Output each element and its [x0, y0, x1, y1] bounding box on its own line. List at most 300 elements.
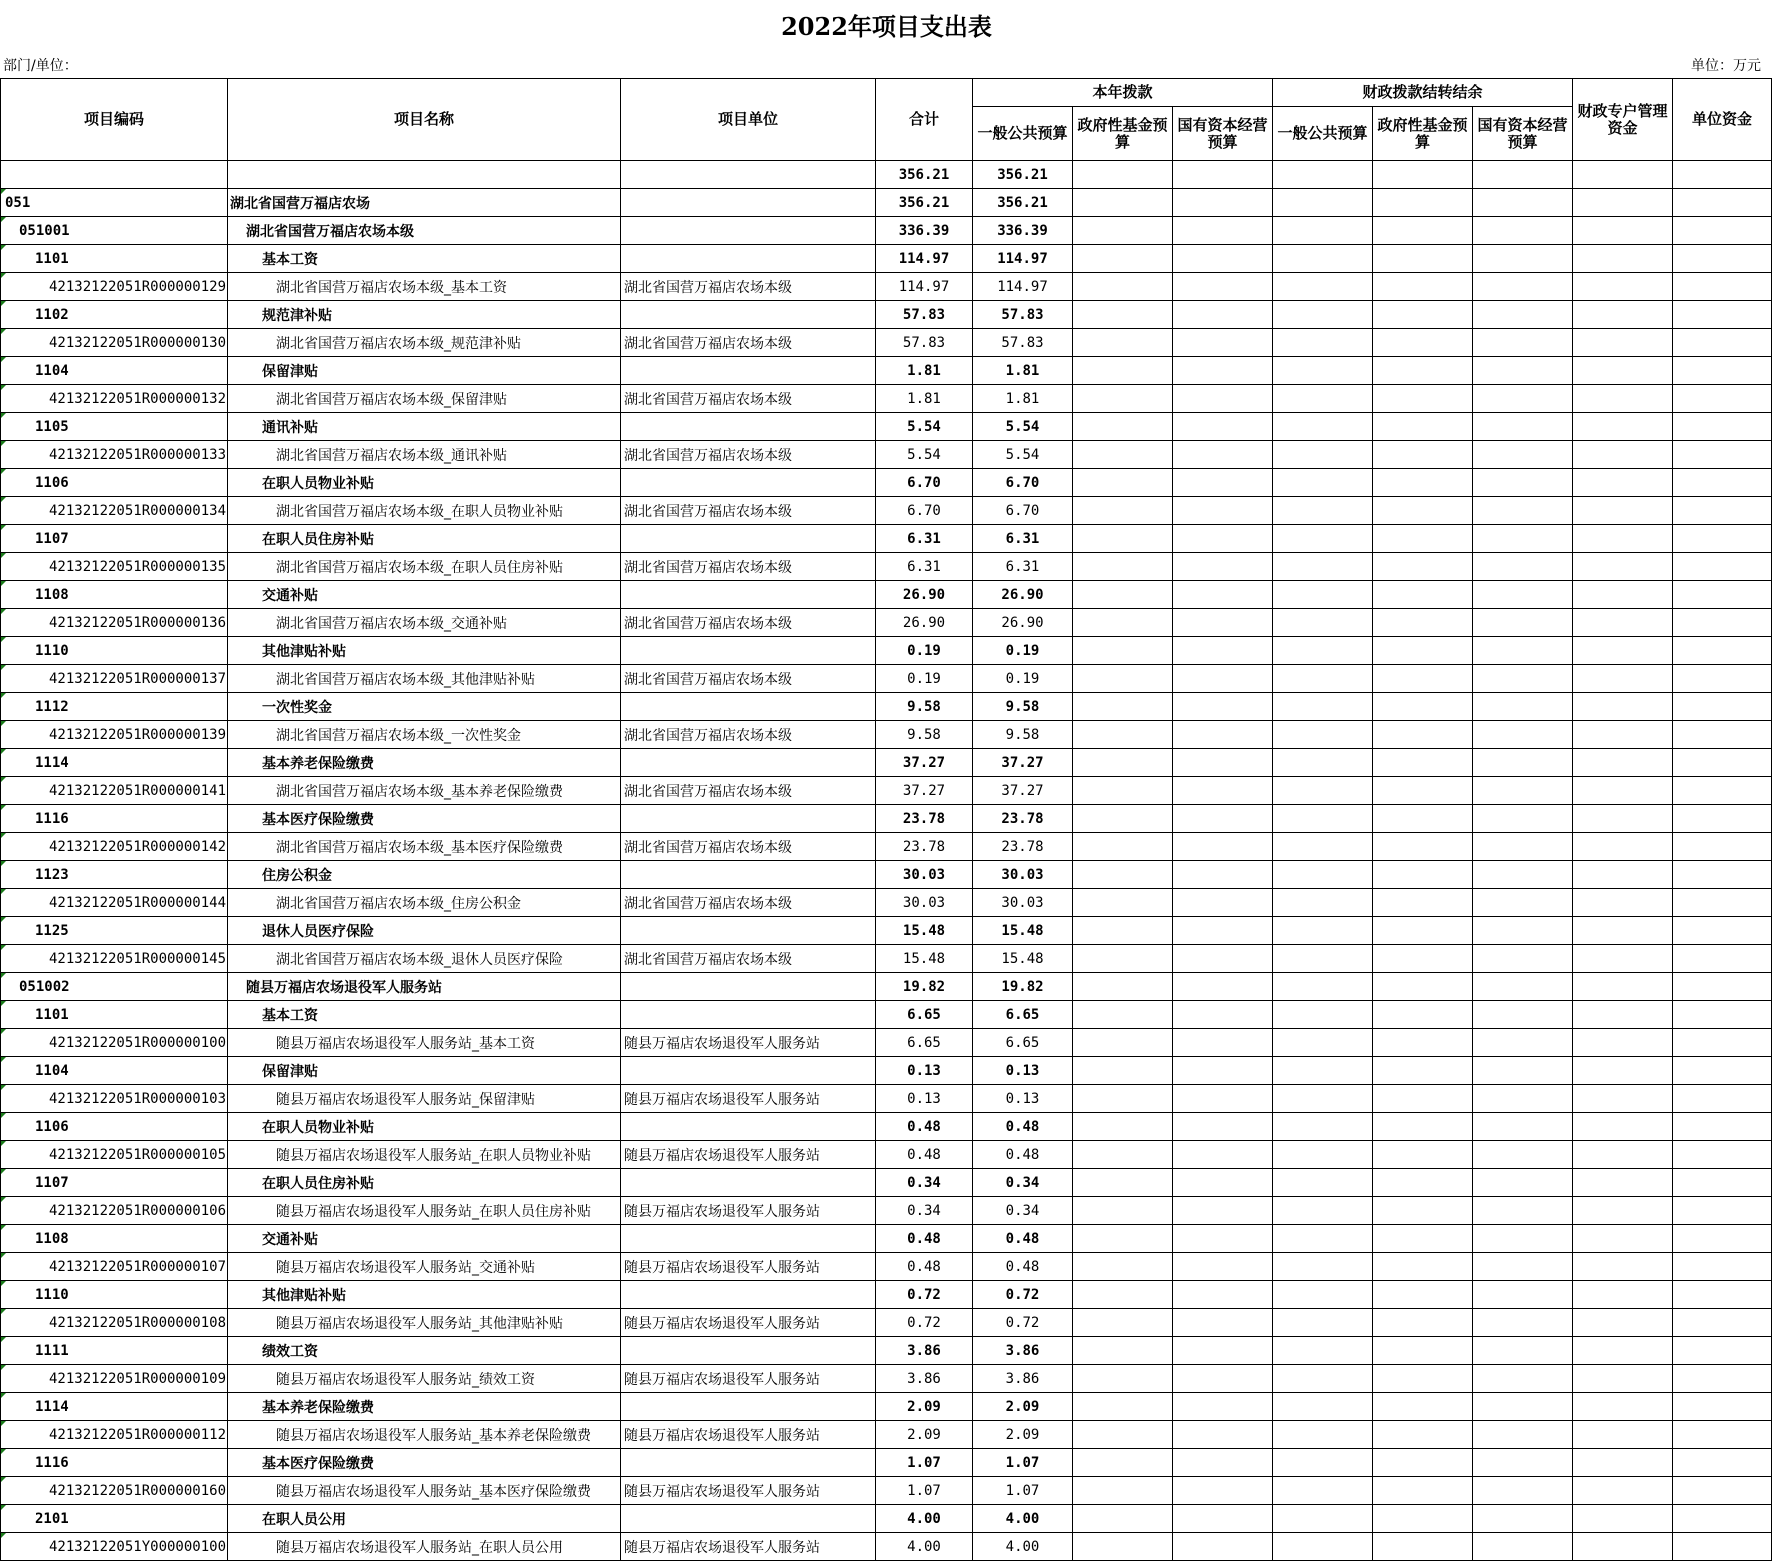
row-unit-text: 随县万福店农场退役军人服务站	[624, 1315, 820, 1332]
row-carryover-general	[1273, 1449, 1373, 1477]
row-unit-text: 随县万福店农场退役军人服务站	[624, 1091, 820, 1108]
row-current-state-capital	[1173, 1477, 1273, 1505]
row-carryover-state-capital	[1473, 1197, 1573, 1225]
row-name-text: 一次性奖金	[262, 699, 332, 716]
row-general-budget-text: 1.81	[1005, 390, 1040, 407]
row-general-budget-text: 356.21	[997, 166, 1048, 183]
table-row	[1, 1029, 1772, 1057]
row-code	[1, 917, 228, 945]
row-current-state-capital	[1173, 1113, 1273, 1141]
row-current-state-capital	[1173, 609, 1273, 637]
row-current-state-capital	[1173, 1309, 1273, 1337]
cell-marker-icon	[1, 217, 6, 222]
row-total	[876, 693, 973, 721]
row-unit	[621, 189, 876, 217]
row-current-state-capital	[1173, 1085, 1273, 1113]
row-unit-funds	[1673, 1225, 1772, 1253]
row-special-account	[1573, 1281, 1673, 1309]
row-general-budget	[973, 1505, 1073, 1533]
row-carryover-general	[1273, 441, 1373, 469]
row-current-state-capital	[1173, 553, 1273, 581]
row-carryover-gov-fund	[1373, 609, 1473, 637]
row-current-gov-fund	[1073, 1393, 1173, 1421]
row-general-budget	[973, 525, 1073, 553]
row-code-text: 1105	[35, 418, 69, 435]
row-special-account	[1573, 1169, 1673, 1197]
row-name	[228, 1169, 621, 1197]
row-name-text: 在职人员公用	[262, 1511, 346, 1528]
row-current-gov-fund	[1073, 833, 1173, 861]
row-total	[876, 1309, 973, 1337]
row-unit-funds	[1673, 497, 1772, 525]
row-special-account	[1573, 1505, 1673, 1533]
row-code-text: 1104	[35, 362, 69, 379]
row-total	[876, 1477, 973, 1505]
row-total-text: 0.48	[907, 1146, 941, 1163]
row-total	[876, 1337, 973, 1365]
row-general-budget	[973, 469, 1073, 497]
row-unit-text: 湖北省国营万福店农场本级	[624, 615, 792, 632]
table-row	[1, 357, 1772, 385]
row-name	[228, 973, 621, 1001]
header-current-state-capital: 国有资本经营预算	[1173, 107, 1273, 161]
row-total	[876, 1197, 973, 1225]
row-name	[228, 1477, 621, 1505]
row-total-text: 5.54	[907, 446, 941, 463]
row-unit-funds	[1673, 413, 1772, 441]
cell-marker-icon	[1, 1309, 6, 1314]
row-code-text: 42132122051R000000105	[49, 1146, 227, 1163]
row-carryover-state-capital	[1473, 273, 1573, 301]
row-special-account	[1573, 329, 1673, 357]
row-general-budget	[973, 1029, 1073, 1057]
row-current-gov-fund	[1073, 917, 1173, 945]
row-special-account	[1573, 1001, 1673, 1029]
row-name-text: 随县万福店农场退役军人服务站_绩效工资	[276, 1371, 535, 1388]
cell-marker-icon	[1, 693, 6, 698]
row-current-gov-fund	[1073, 777, 1173, 805]
row-carryover-gov-fund	[1373, 1449, 1473, 1477]
table-row	[1, 1001, 1772, 1029]
row-total-text: 26.90	[902, 586, 946, 603]
row-carryover-general	[1273, 721, 1373, 749]
row-code	[1, 525, 228, 553]
row-total-text: 15.48	[902, 922, 946, 939]
row-general-budget-text: 0.19	[1005, 670, 1040, 687]
row-unit	[621, 693, 876, 721]
row-name-text: 湖北省国营万福店农场本级_通讯补贴	[276, 447, 507, 464]
row-carryover-general	[1273, 413, 1373, 441]
row-unit	[621, 273, 876, 301]
cell-marker-icon	[1, 1085, 6, 1090]
row-general-budget	[973, 609, 1073, 637]
row-carryover-gov-fund	[1373, 833, 1473, 861]
row-carryover-state-capital	[1473, 329, 1573, 357]
row-carryover-gov-fund	[1373, 469, 1473, 497]
row-name-text: 随县万福店农场退役军人服务站_其他津贴补贴	[276, 1315, 563, 1332]
row-unit-funds	[1673, 1421, 1772, 1449]
row-unit	[621, 301, 876, 329]
row-current-state-capital	[1173, 413, 1273, 441]
row-total	[876, 777, 973, 805]
row-general-budget	[973, 1169, 1073, 1197]
row-name	[228, 609, 621, 637]
row-code-text: 42132122051R000000135	[49, 558, 227, 575]
row-unit	[621, 385, 876, 413]
row-unit	[621, 1113, 876, 1141]
row-carryover-general	[1273, 525, 1373, 553]
row-special-account	[1573, 693, 1673, 721]
row-code	[1, 609, 228, 637]
row-code	[1, 805, 228, 833]
table-row	[1, 1253, 1772, 1281]
row-total-text: 30.03	[902, 894, 946, 911]
project-expenditure-table	[0, 78, 1772, 1561]
cell-marker-icon	[1, 441, 6, 446]
row-carryover-state-capital	[1473, 1309, 1573, 1337]
row-total-text: 336.39	[898, 222, 950, 239]
table-row	[1, 721, 1772, 749]
row-current-state-capital	[1173, 889, 1273, 917]
row-code	[1, 1309, 228, 1337]
row-carryover-gov-fund	[1373, 917, 1473, 945]
row-code-text: 42132122051R000000136	[49, 614, 227, 631]
row-total	[876, 749, 973, 777]
row-total-text: 0.13	[907, 1090, 941, 1107]
page-title: 2022年项目支出表	[781, 12, 992, 41]
row-total	[876, 805, 973, 833]
row-unit	[621, 469, 876, 497]
row-carryover-state-capital	[1473, 805, 1573, 833]
row-unit-funds	[1673, 441, 1772, 469]
cell-marker-icon	[1, 525, 6, 530]
row-total-text: 0.48	[907, 1258, 941, 1275]
header-unit: 项目单位	[621, 79, 876, 161]
row-current-gov-fund	[1073, 413, 1173, 441]
row-general-budget	[973, 1477, 1073, 1505]
row-unit	[621, 1169, 876, 1197]
row-general-budget	[973, 581, 1073, 609]
row-unit	[621, 217, 876, 245]
cell-marker-icon	[1, 1197, 6, 1202]
row-unit	[621, 945, 876, 973]
row-general-budget	[973, 497, 1073, 525]
row-name	[228, 273, 621, 301]
row-special-account	[1573, 581, 1673, 609]
row-code-text: 42132122051R000000144	[49, 894, 227, 911]
row-total-text: 23.78	[902, 810, 946, 827]
row-total-text: 1.07	[907, 1454, 941, 1471]
row-total-text: 6.65	[907, 1006, 941, 1023]
row-carryover-gov-fund	[1373, 777, 1473, 805]
row-carryover-state-capital	[1473, 553, 1573, 581]
row-carryover-gov-fund	[1373, 217, 1473, 245]
row-current-gov-fund	[1073, 1197, 1173, 1225]
row-general-budget	[973, 1141, 1073, 1169]
row-current-gov-fund	[1073, 1225, 1173, 1253]
row-unit-funds	[1673, 1449, 1772, 1477]
row-total-text: 57.83	[902, 306, 946, 323]
row-unit-funds	[1673, 1169, 1772, 1197]
row-current-gov-fund	[1073, 301, 1173, 329]
row-name	[228, 217, 621, 245]
row-carryover-gov-fund	[1373, 973, 1473, 1001]
row-special-account	[1573, 217, 1673, 245]
cell-marker-icon	[1, 1057, 6, 1062]
row-general-budget	[973, 721, 1073, 749]
row-name-text: 随县万福店农场退役军人服务站	[246, 979, 442, 996]
row-carryover-gov-fund	[1373, 665, 1473, 693]
row-code	[1, 1141, 228, 1169]
row-current-state-capital	[1173, 1505, 1273, 1533]
row-current-state-capital	[1173, 973, 1273, 1001]
row-carryover-state-capital	[1473, 1393, 1573, 1421]
row-general-budget-text: 26.90	[1001, 614, 1044, 631]
row-carryover-general	[1273, 749, 1373, 777]
cell-marker-icon	[1, 329, 6, 334]
cell-marker-icon	[1, 1421, 6, 1426]
row-total	[876, 1365, 973, 1393]
row-carryover-general	[1273, 665, 1373, 693]
row-code-text: 42132122051R000000100	[49, 1034, 227, 1051]
row-general-budget	[973, 777, 1073, 805]
row-code-text: 1116	[35, 1454, 69, 1471]
row-current-gov-fund	[1073, 1001, 1173, 1029]
row-current-state-capital	[1173, 1421, 1273, 1449]
row-general-budget	[973, 329, 1073, 357]
row-name	[228, 945, 621, 973]
row-current-gov-fund	[1073, 1253, 1173, 1281]
row-general-budget	[973, 833, 1073, 861]
row-general-budget	[973, 917, 1073, 945]
row-carryover-general	[1273, 945, 1373, 973]
row-current-gov-fund	[1073, 1113, 1173, 1141]
row-general-budget	[973, 1225, 1073, 1253]
row-carryover-gov-fund	[1373, 889, 1473, 917]
row-name	[228, 1057, 621, 1085]
cell-marker-icon	[1, 1449, 6, 1454]
row-current-gov-fund	[1073, 441, 1173, 469]
row-unit-funds	[1673, 161, 1772, 189]
row-unit-funds	[1673, 1365, 1772, 1393]
row-unit-funds	[1673, 1029, 1772, 1057]
row-carryover-state-capital	[1473, 1421, 1573, 1449]
row-total-text: 114.97	[898, 250, 950, 267]
row-current-gov-fund	[1073, 889, 1173, 917]
row-current-gov-fund	[1073, 1477, 1173, 1505]
row-general-budget-text: 0.72	[1005, 1314, 1040, 1331]
row-general-budget-text: 114.97	[997, 278, 1048, 295]
row-name	[228, 385, 621, 413]
row-total-text: 6.31	[907, 558, 941, 575]
row-special-account	[1573, 1421, 1673, 1449]
row-unit	[621, 805, 876, 833]
row-carryover-general	[1273, 357, 1373, 385]
row-unit	[621, 1057, 876, 1085]
row-total-text: 356.21	[898, 194, 950, 211]
row-special-account	[1573, 1057, 1673, 1085]
row-carryover-general	[1273, 581, 1373, 609]
row-current-state-capital	[1173, 945, 1273, 973]
row-name-text: 保留津贴	[262, 363, 318, 380]
header-current-gov-fund: 政府性基金预算	[1073, 107, 1173, 161]
row-total-text: 26.90	[902, 614, 946, 631]
row-current-gov-fund	[1073, 1449, 1173, 1477]
row-name	[228, 1337, 621, 1365]
row-general-budget-text: 3.86	[1005, 1342, 1040, 1359]
row-carryover-general	[1273, 1337, 1373, 1365]
row-unit-funds	[1673, 553, 1772, 581]
row-name	[228, 693, 621, 721]
row-general-budget-text: 6.70	[1005, 502, 1040, 519]
row-total	[876, 1421, 973, 1449]
row-code-text: 42132122051R000000103	[49, 1090, 227, 1107]
row-name-text: 退休人员医疗保险	[262, 923, 374, 940]
row-current-gov-fund	[1073, 721, 1173, 749]
row-code-text: 42132122051R000000109	[49, 1370, 227, 1387]
row-carryover-general	[1273, 1505, 1373, 1533]
cell-marker-icon	[1, 553, 6, 558]
row-code-text: 1101	[35, 1006, 69, 1023]
row-total-text: 0.19	[907, 642, 941, 659]
table-row	[1, 665, 1772, 693]
row-general-budget	[973, 637, 1073, 665]
row-current-gov-fund	[1073, 693, 1173, 721]
row-total-text: 6.31	[907, 530, 941, 547]
row-carryover-gov-fund	[1373, 581, 1473, 609]
row-code-text: 42132122051R000000133	[49, 446, 227, 463]
row-total	[876, 1281, 973, 1309]
row-name	[228, 721, 621, 749]
row-name-text: 湖北省国营万福店农场	[230, 195, 370, 212]
row-carryover-general	[1273, 245, 1373, 273]
row-carryover-general	[1273, 805, 1373, 833]
row-total-text: 15.48	[902, 950, 946, 967]
row-carryover-state-capital	[1473, 469, 1573, 497]
row-code-text: 1101	[35, 250, 69, 267]
row-total-text: 0.19	[907, 670, 941, 687]
row-carryover-state-capital	[1473, 637, 1573, 665]
row-carryover-state-capital	[1473, 1085, 1573, 1113]
table-row	[1, 497, 1772, 525]
cell-marker-icon	[1, 777, 6, 782]
row-general-budget	[973, 357, 1073, 385]
row-unit	[621, 441, 876, 469]
row-code-text: 051001	[19, 222, 70, 239]
row-general-budget	[973, 189, 1073, 217]
row-special-account	[1573, 1197, 1673, 1225]
row-general-budget	[973, 273, 1073, 301]
row-code-text: 42132122051R000000112	[49, 1426, 227, 1443]
row-unit-funds	[1673, 525, 1772, 553]
table-row	[1, 161, 1772, 189]
table-row	[1, 1393, 1772, 1421]
row-general-budget-text: 6.65	[1005, 1006, 1040, 1023]
row-name-text: 随县万福店农场退役军人服务站_基本工资	[276, 1035, 535, 1052]
row-general-budget-text: 356.21	[997, 194, 1048, 211]
row-code	[1, 1449, 228, 1477]
row-carryover-general	[1273, 1169, 1373, 1197]
row-current-state-capital	[1173, 665, 1273, 693]
row-current-state-capital	[1173, 1141, 1273, 1169]
row-carryover-general	[1273, 1253, 1373, 1281]
row-code-text: 42132122051R000000107	[49, 1258, 227, 1275]
row-carryover-general	[1273, 1141, 1373, 1169]
row-special-account	[1573, 1309, 1673, 1337]
table-row	[1, 1197, 1772, 1225]
row-code-text: 42132122051R000000129	[49, 278, 227, 295]
row-special-account	[1573, 301, 1673, 329]
row-special-account	[1573, 1085, 1673, 1113]
row-carryover-general	[1273, 189, 1373, 217]
row-name	[228, 1421, 621, 1449]
row-name	[228, 553, 621, 581]
row-general-budget-text: 0.13	[1005, 1062, 1040, 1079]
row-code	[1, 973, 228, 1001]
row-current-gov-fund	[1073, 525, 1173, 553]
row-current-state-capital	[1173, 861, 1273, 889]
row-carryover-general	[1273, 889, 1373, 917]
row-code-text: 42132122051R000000141	[49, 782, 227, 799]
row-carryover-general	[1273, 609, 1373, 637]
row-unit	[621, 973, 876, 1001]
row-current-gov-fund	[1073, 665, 1173, 693]
row-name	[228, 357, 621, 385]
row-name-text: 基本养老保险缴费	[262, 755, 374, 772]
table-row	[1, 973, 1772, 1001]
row-carryover-general	[1273, 1365, 1373, 1393]
row-current-gov-fund	[1073, 609, 1173, 637]
row-current-state-capital	[1173, 1449, 1273, 1477]
table-row	[1, 1113, 1772, 1141]
row-carryover-gov-fund	[1373, 693, 1473, 721]
row-current-gov-fund	[1073, 1309, 1173, 1337]
table-row	[1, 917, 1772, 945]
row-special-account	[1573, 1113, 1673, 1141]
row-current-state-capital	[1173, 1393, 1273, 1421]
row-carryover-state-capital	[1473, 1057, 1573, 1085]
row-code	[1, 385, 228, 413]
row-special-account	[1573, 1141, 1673, 1169]
row-unit-funds	[1673, 945, 1772, 973]
header-current-general: 一般公共预算	[973, 107, 1073, 161]
row-special-account	[1573, 553, 1673, 581]
cell-marker-icon	[1, 945, 6, 950]
row-unit-text: 湖北省国营万福店农场本级	[624, 895, 792, 912]
row-special-account	[1573, 1253, 1673, 1281]
row-carryover-general	[1273, 469, 1373, 497]
row-current-gov-fund	[1073, 973, 1173, 1001]
cell-marker-icon	[1, 861, 6, 866]
row-name-text: 随县万福店农场退役军人服务站_基本医疗保险缴费	[276, 1483, 591, 1500]
row-current-gov-fund	[1073, 805, 1173, 833]
row-unit	[621, 777, 876, 805]
row-general-budget-text: 0.48	[1005, 1258, 1040, 1275]
row-carryover-state-capital	[1473, 1477, 1573, 1505]
row-current-state-capital	[1173, 525, 1273, 553]
row-code-text: 1106	[35, 474, 69, 491]
row-name-text: 随县万福店农场退役军人服务站_基本养老保险缴费	[276, 1427, 591, 1444]
row-unit-funds	[1673, 385, 1772, 413]
row-total	[876, 861, 973, 889]
row-code	[1, 861, 228, 889]
row-general-budget	[973, 245, 1073, 273]
row-carryover-gov-fund	[1373, 861, 1473, 889]
row-current-state-capital	[1173, 833, 1273, 861]
row-unit	[621, 553, 876, 581]
cell-marker-icon	[1, 1337, 6, 1342]
row-total-text: 2.09	[907, 1426, 941, 1443]
